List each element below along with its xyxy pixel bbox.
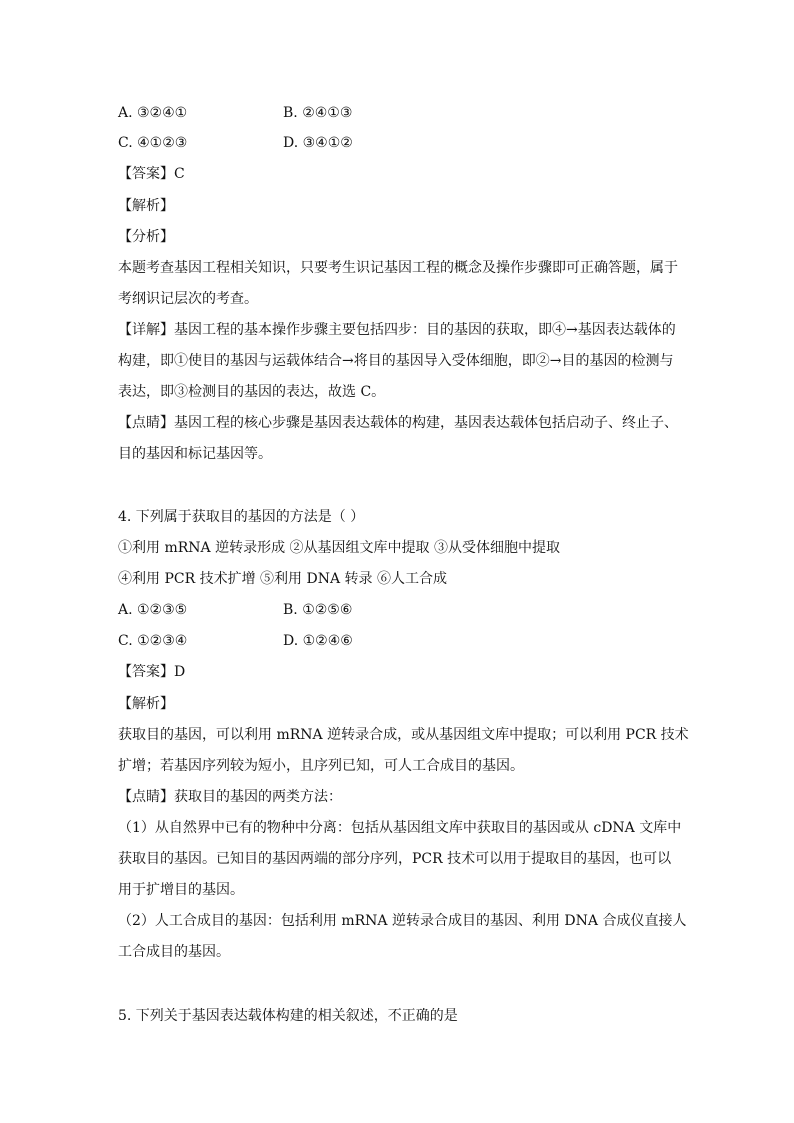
q3-option-c: C. ④①②③	[118, 135, 188, 151]
q4-point-1-line-3: 用于扩增目的基因。	[118, 882, 244, 898]
q3-detail-line-2: 构建，即①使目的基因与运载体结合→将目的基因导入受体细胞，即②→目的基因的检测与	[118, 353, 674, 369]
q3-analysis-header: 【解析】	[118, 198, 174, 214]
q4-option-d: D. ①②④⑥	[283, 633, 353, 649]
q3-detail-line-1: 【详解】基因工程的基本操作步骤主要包括四步：目的基因的获取，即④→基因表达载体的	[118, 322, 676, 338]
q4-answer: 【答案】D	[118, 664, 186, 680]
q4-question: 4. 下列属于获取目的基因的方法是（ ）	[118, 509, 365, 525]
q4-point-2-line-2: 工合成目的基因。	[118, 944, 230, 960]
q3-option-a: A. ③②④①	[118, 105, 188, 121]
q3-fenxi-line-2: 考纲识记层次的考查。	[118, 291, 258, 307]
q4-point-1-line-2: 获取目的基因。已知目的基因两端的部分序列，PCR 技术可以用于提取目的基因，也可以	[118, 851, 672, 867]
q4-option-b: B. ①②⑤⑥	[283, 602, 353, 618]
q3-option-d: D. ③④①②	[283, 135, 353, 151]
q3-fenxi-header: 【分析】	[118, 229, 174, 245]
q4-point-2-line-1: （2）人工合成目的基因：包括利用 mRNA 逆转录合成目的基因、利用 DNA 合成仪直接人	[118, 913, 687, 929]
q4-items-line-1: ①利用 mRNA 逆转录形成 ②从基因组文库中提取 ③从受体细胞中提取	[118, 540, 560, 556]
q4-analysis-line-1: 获取目的基因，可以利用 mRNA 逆转录合成，或从基因组文库中提取；可以利用 PCR 技术	[118, 727, 689, 743]
q3-detail-line-3: 表达，即③检测目的基因的表达，故选 C。	[118, 384, 386, 400]
q3-answer: 【答案】C	[118, 166, 185, 182]
q4-option-c: C. ①②③④	[118, 633, 188, 649]
q3-option-b: B. ②④①③	[283, 105, 353, 121]
q4-items-line-2: ④利用 PCR 技术扩增 ⑤利用 DNA 转录 ⑥人工合成	[118, 571, 447, 587]
q5-question: 5. 下列关于基因表达载体构建的相关叙述，不正确的是	[118, 1008, 458, 1024]
q4-option-a: A. ①②③⑤	[118, 602, 188, 618]
q4-point-1-line-1: （1）从自然界中已有的物种中分离：包括从基因组文库中获取目的基因或从 cDNA 文库中	[118, 820, 682, 836]
q3-fenxi-line-1: 本题考查基因工程相关知识，只要考生识记基因工程的概念及操作步骤即可正确答题，属于	[118, 260, 678, 276]
q4-dianjing-title: 【点睛】获取目的基因的两类方法：	[118, 789, 342, 805]
q3-dianjing-line-1: 【点睛】基因工程的核心步骤是基因表达载体的构建，基因表达载体包括启动子、终止子、	[118, 415, 678, 431]
q4-analysis-line-2: 扩增；若基因序列较为短小，且序列已知，可人工合成目的基因。	[118, 758, 524, 774]
q4-analysis-header: 【解析】	[118, 696, 174, 712]
q3-dianjing-line-2: 目的基因和标记基因等。	[118, 446, 272, 462]
